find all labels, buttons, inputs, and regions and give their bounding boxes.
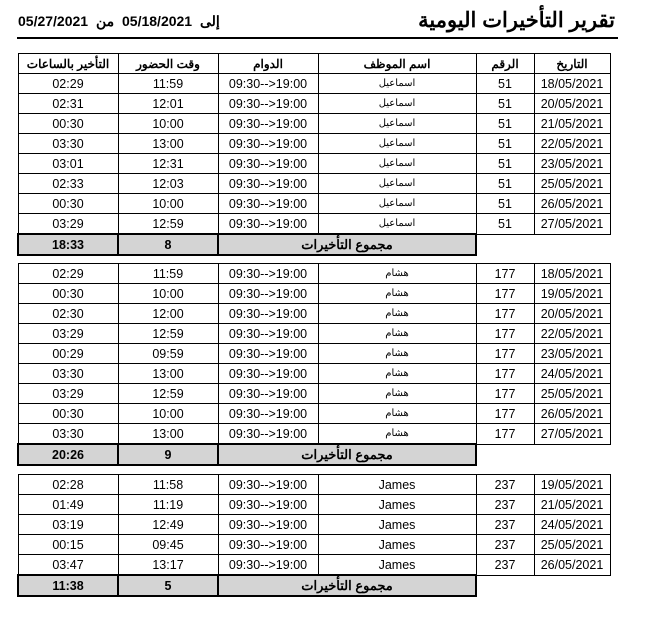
cell-arrival: 12:59 (118, 214, 218, 235)
group-total-label: مجموع التأخيرات (218, 444, 476, 465)
table-row (18, 134, 610, 154)
cell-shift: 09:30-->19:00 (218, 475, 318, 495)
cell-delay: 02:30 (18, 304, 118, 324)
cell-arrival: 10:00 (118, 194, 218, 214)
cell-employee-name: هشام (318, 404, 476, 424)
cell-shift: 09:30-->19:00 (218, 555, 318, 576)
cell-employee-number: 51 (476, 174, 534, 194)
cell-arrival: 11:58 (118, 475, 218, 495)
cell-arrival: 11:59 (118, 264, 218, 284)
table-row (18, 324, 610, 344)
cell-date: 26/05/2021 (534, 555, 610, 576)
cell-date: 25/05/2021 (534, 174, 610, 194)
col-header-number: الرقم (476, 54, 534, 74)
cell-delay: 00:30 (18, 284, 118, 304)
table-row (18, 364, 610, 384)
cell-delay: 03:19 (18, 515, 118, 535)
cell-arrival: 12:59 (118, 384, 218, 404)
group-1-rows (18, 74, 610, 256)
cell-employee-number: 237 (476, 515, 534, 535)
cell-delay: 02:29 (18, 74, 118, 94)
cell-employee-number: 177 (476, 364, 534, 384)
group-total-row (18, 444, 610, 465)
table-row (18, 284, 610, 304)
cell-delay: 03:30 (18, 134, 118, 154)
cell-employee-name: اسماعيل (318, 94, 476, 114)
table-row (18, 424, 610, 445)
cell-arrival: 12:31 (118, 154, 218, 174)
cell-employee-name: James (318, 535, 476, 555)
cell-arrival: 12:01 (118, 94, 218, 114)
group-total-row (18, 234, 610, 255)
cell-shift: 09:30-->19:00 (218, 134, 318, 154)
to-date: 05/27/2021 (18, 13, 89, 29)
cell-arrival: 11:19 (118, 495, 218, 515)
cell-delay: 03:29 (18, 324, 118, 344)
cell-arrival: 12:00 (118, 304, 218, 324)
cell-delay: 02:29 (18, 264, 118, 284)
group-2-rows (18, 264, 610, 466)
cell-delay: 03:29 (18, 384, 118, 404)
cell-delay: 02:33 (18, 174, 118, 194)
table-row (18, 535, 610, 555)
table-row (18, 384, 610, 404)
col-header-delay: التأخير بالساعات (18, 54, 118, 74)
cell-employee-name: هشام (318, 264, 476, 284)
from-word: من (95, 13, 115, 29)
cell-date: 21/05/2021 (534, 114, 610, 134)
cell-employee-name: James (318, 515, 476, 535)
cell-employee-number: 51 (476, 114, 534, 134)
cell-delay: 00:15 (18, 535, 118, 555)
table-row (18, 154, 610, 174)
cell-date: 22/05/2021 (534, 324, 610, 344)
from-date: 05/18/2021 (122, 13, 193, 29)
col-header-date: التاريخ (534, 54, 610, 74)
cell-employee-number: 177 (476, 264, 534, 284)
cell-shift: 09:30-->19:00 (218, 535, 318, 555)
col-header-shift: الدوام (218, 54, 318, 74)
cell-employee-name: اسماعيل (318, 74, 476, 94)
cell-date: 25/05/2021 (534, 384, 610, 404)
table-row (18, 214, 610, 235)
cell-date: 24/05/2021 (534, 364, 610, 384)
group-total-delay: 20:26 (18, 444, 118, 465)
cell-employee-number: 237 (476, 535, 534, 555)
report-title: تقرير التأخيرات اليومية (418, 9, 615, 32)
cell-date: 27/05/2021 (534, 424, 610, 445)
cell-employee-name: اسماعيل (318, 174, 476, 194)
cell-shift: 09:30-->19:00 (218, 214, 318, 235)
cell-arrival: 13:00 (118, 364, 218, 384)
cell-shift: 09:30-->19:00 (218, 495, 318, 515)
cell-delay: 03:30 (18, 364, 118, 384)
cell-employee-name: اسماعيل (318, 214, 476, 235)
group-total-label: مجموع التأخيرات (218, 234, 476, 255)
cell-employee-number: 237 (476, 555, 534, 576)
cell-employee-name: James (318, 495, 476, 515)
group-total-delay: 18:33 (18, 234, 118, 255)
cell-arrival: 09:45 (118, 535, 218, 555)
cell-date: 19/05/2021 (534, 284, 610, 304)
cell-employee-name: هشام (318, 304, 476, 324)
cell-arrival: 13:00 (118, 134, 218, 154)
cell-shift: 09:30-->19:00 (218, 424, 318, 445)
table-row (18, 304, 610, 324)
cell-delay: 03:01 (18, 154, 118, 174)
total-row-spacer (476, 575, 610, 596)
cell-shift: 09:30-->19:00 (218, 174, 318, 194)
cell-date: 25/05/2021 (534, 535, 610, 555)
cell-shift: 09:30-->19:00 (218, 344, 318, 364)
col-header-name: اسم الموظف (318, 54, 476, 74)
cell-employee-number: 177 (476, 384, 534, 404)
cell-employee-name: هشام (318, 424, 476, 445)
cell-employee-number: 237 (476, 495, 534, 515)
table-row (18, 515, 610, 535)
cell-date: 27/05/2021 (534, 214, 610, 235)
cell-shift: 09:30-->19:00 (218, 114, 318, 134)
cell-employee-name: اسماعيل (318, 154, 476, 174)
cell-shift: 09:30-->19:00 (218, 384, 318, 404)
cell-arrival: 12:59 (118, 324, 218, 344)
group-total-label: مجموع التأخيرات (218, 575, 476, 596)
cell-arrival: 10:00 (118, 404, 218, 424)
cell-employee-name: هشام (318, 364, 476, 384)
cell-employee-name: اسماعيل (318, 114, 476, 134)
table-row (18, 74, 610, 94)
cell-employee-name: اسماعيل (318, 134, 476, 154)
cell-employee-number: 51 (476, 134, 534, 154)
cell-date: 23/05/2021 (534, 344, 610, 364)
cell-arrival: 10:00 (118, 284, 218, 304)
cell-employee-name: هشام (318, 284, 476, 304)
cell-employee-number: 177 (476, 304, 534, 324)
cell-employee-number: 177 (476, 284, 534, 304)
cell-shift: 09:30-->19:00 (218, 324, 318, 344)
cell-employee-number: 51 (476, 94, 534, 114)
cell-date: 22/05/2021 (534, 134, 610, 154)
group-3-rows (18, 475, 610, 597)
col-header-arrival: وقت الحضور (118, 54, 218, 74)
cell-employee-number: 51 (476, 194, 534, 214)
cell-shift: 09:30-->19:00 (218, 515, 318, 535)
table-row (18, 475, 610, 495)
cell-employee-number: 51 (476, 154, 534, 174)
table-row (18, 264, 610, 284)
delay-table-group-2 (17, 263, 611, 466)
cell-date: 21/05/2021 (534, 495, 610, 515)
cell-date: 18/05/2021 (534, 264, 610, 284)
cell-employee-name: هشام (318, 344, 476, 364)
cell-delay: 00:30 (18, 114, 118, 134)
total-row-spacer (476, 444, 610, 465)
cell-employee-number: 51 (476, 74, 534, 94)
cell-arrival: 13:17 (118, 555, 218, 576)
cell-arrival: 11:59 (118, 74, 218, 94)
cell-delay: 02:28 (18, 475, 118, 495)
cell-date: 18/05/2021 (534, 74, 610, 94)
delay-table-group-1 (17, 53, 611, 256)
table-row (18, 344, 610, 364)
cell-employee-number: 177 (476, 324, 534, 344)
table-row (18, 555, 610, 576)
cell-date: 20/05/2021 (534, 94, 610, 114)
table-row (18, 174, 610, 194)
cell-date: 19/05/2021 (534, 475, 610, 495)
cell-employee-name: James (318, 555, 476, 576)
cell-employee-name: James (318, 475, 476, 495)
cell-employee-number: 237 (476, 475, 534, 495)
table-header-row (18, 54, 610, 74)
cell-delay: 00:30 (18, 404, 118, 424)
cell-employee-name: هشام (318, 324, 476, 344)
cell-employee-name: اسماعيل (318, 194, 476, 214)
cell-date: 26/05/2021 (534, 404, 610, 424)
cell-shift: 09:30-->19:00 (218, 304, 318, 324)
cell-employee-number: 51 (476, 214, 534, 235)
group-delay-count: 5 (118, 575, 218, 596)
cell-shift: 09:30-->19:00 (218, 364, 318, 384)
table-row (18, 495, 610, 515)
cell-shift: 09:30-->19:00 (218, 404, 318, 424)
cell-date: 26/05/2021 (534, 194, 610, 214)
group-delay-count: 9 (118, 444, 218, 465)
group-total-delay: 11:38 (18, 575, 118, 596)
cell-arrival: 09:59 (118, 344, 218, 364)
header-divider (17, 37, 618, 39)
cell-delay: 02:31 (18, 94, 118, 114)
cell-shift: 09:30-->19:00 (218, 194, 318, 214)
cell-shift: 09:30-->19:00 (218, 154, 318, 174)
cell-shift: 09:30-->19:00 (218, 74, 318, 94)
cell-delay: 00:30 (18, 194, 118, 214)
cell-date: 24/05/2021 (534, 515, 610, 535)
date-range (18, 13, 224, 30)
cell-arrival: 12:49 (118, 515, 218, 535)
total-row-spacer (476, 234, 610, 255)
cell-employee-name: هشام (318, 384, 476, 404)
cell-delay: 03:30 (18, 424, 118, 445)
cell-arrival: 12:03 (118, 174, 218, 194)
cell-employee-number: 177 (476, 404, 534, 424)
cell-delay: 01:49 (18, 495, 118, 515)
cell-arrival: 13:00 (118, 424, 218, 445)
cell-shift: 09:30-->19:00 (218, 284, 318, 304)
cell-delay: 03:47 (18, 555, 118, 576)
table-row (18, 194, 610, 214)
cell-date: 20/05/2021 (534, 304, 610, 324)
table-row (18, 404, 610, 424)
cell-shift: 09:30-->19:00 (218, 94, 318, 114)
table-row (18, 114, 610, 134)
cell-arrival: 10:00 (118, 114, 218, 134)
cell-shift: 09:30-->19:00 (218, 264, 318, 284)
cell-delay: 00:29 (18, 344, 118, 364)
table-row (18, 94, 610, 114)
group-total-row (18, 575, 610, 596)
delay-table-group-3 (17, 474, 611, 597)
cell-employee-number: 177 (476, 424, 534, 445)
cell-delay: 03:29 (18, 214, 118, 235)
to-word: إلى (199, 13, 220, 29)
group-delay-count: 8 (118, 234, 218, 255)
cell-employee-number: 177 (476, 344, 534, 364)
cell-date: 23/05/2021 (534, 154, 610, 174)
